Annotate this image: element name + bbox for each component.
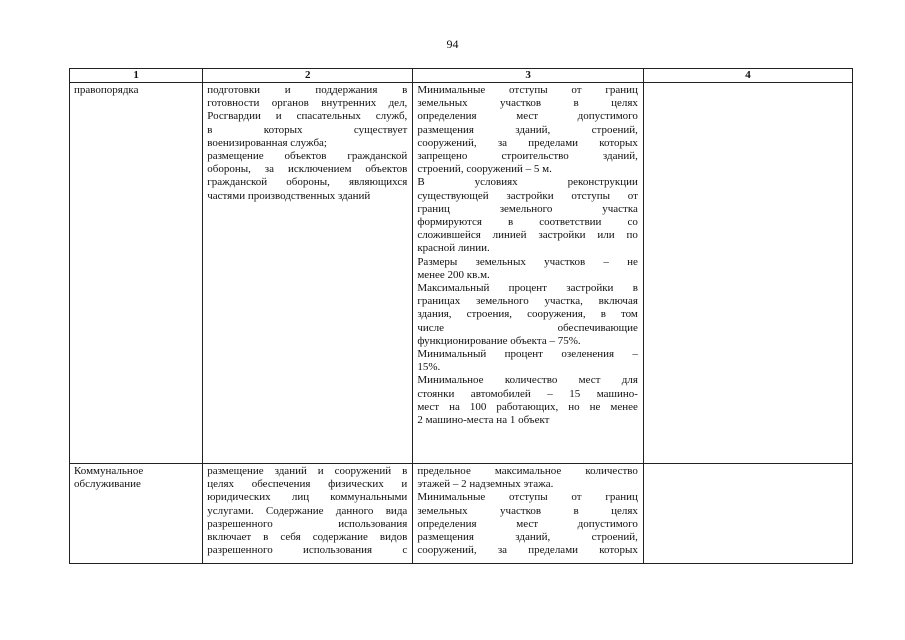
cell-line: границ земельного участка [417,202,638,215]
column-header-3: 3 [413,69,644,83]
cell-line: юридических лиц коммунальными [207,491,408,504]
cell-line: Коммунальное [74,465,144,477]
use-type-cell [70,83,203,464]
page-number: 94 [446,37,459,51]
regulation-table [69,68,853,564]
cell-line: предельное максимальное количество [417,465,638,477]
cell-line: размещения зданий, строений, [417,531,638,544]
cell-line: этажей – 2 надземных этажа. [417,478,554,491]
cell-line: границах земельного участка, включая [417,295,638,308]
cell-line: в которых существует [207,123,408,136]
use-type-cell [70,464,203,564]
cell-line: менее 200 кв.м. [417,268,490,281]
use-description-cell [203,83,413,464]
cell-line: правопорядка [74,84,139,96]
cell-line: целях обеспечения физических и [207,478,408,491]
cell-line: сложившейся линией застройки или по [417,229,638,242]
column-header-1: 1 [70,69,203,83]
cell-line: включает в себя содержание видов [207,531,408,544]
cell-line: определения мест допустимого [417,110,638,123]
cell-line: размещения зданий, строений, [417,123,638,136]
cell-line: сооружений, за пределами которых [417,544,638,557]
cell-line: Минимальные отступы от границ [417,491,638,504]
notes-cell [643,83,852,464]
cell-line: размещение зданий и сооружений в [207,465,408,477]
cell-line: формируются в соответствии со [417,216,638,229]
table-row [70,83,853,464]
cell-line: Минимальное количество мест для [417,374,638,387]
cell-line: 15%. [417,361,441,374]
cell-line: подготовки и поддержания в [207,84,408,96]
cell-line: числе обеспечивающие [417,321,638,334]
cell-line: разрешенного использования с [207,544,408,557]
cell-line: существующей застройки отступы от [417,189,638,202]
notes-cell [643,464,852,564]
cell-line: разрешенного использования [207,517,408,530]
cell-line: Минимальные отступы от границ [417,84,638,96]
parameters-cell [413,83,644,464]
cell-line: стоянки автомобилей – 15 машино- [417,387,638,400]
cell-line: земельных участков в целях [417,504,638,517]
cell-line: размещение объектов гражданской [207,150,408,163]
table-header-row [70,69,853,83]
cell-line: Минимальный процент озеленения – [417,348,638,361]
cell-line: гражданской обороны, являющихся [207,176,408,189]
cell-line: В условиях реконструкции [417,176,638,189]
cell-line: 2 машино-места на 1 объект [417,414,550,427]
cell-line: обороны, за исключением объектов [207,163,408,176]
cell-line: строений, сооружений – 5 м. [417,163,552,176]
cell-line: здания, строения, сооружения, в том [417,308,638,321]
column-header-4: 4 [643,69,852,83]
cell-line: Размеры земельных участков – не [417,255,638,268]
cell-line: частями производственных зданий [207,189,371,202]
cell-line: Максимальный процент застройки в [417,282,638,295]
cell-line: земельных участков в целях [417,97,638,110]
cell-line: готовности органов внутренних дел, [207,97,408,110]
cell-line: красной линии. [417,242,490,255]
column-header-2: 2 [203,69,413,83]
cell-line: функционирование объекта – 75%. [417,334,581,347]
use-description-cell [203,464,413,564]
table-row [70,464,853,564]
cell-line: Росгвардии и спасательных служб, [207,110,408,123]
parameters-cell [413,464,644,564]
cell-line: сооружений, за пределами которых [417,136,638,149]
cell-line: запрещено строительство зданий, [417,150,638,163]
cell-line: военизированная служба; [207,136,327,149]
cell-line: услугами. Содержание данного вида [207,504,408,517]
cell-line: мест на 100 работающих, но не менее [417,400,638,413]
cell-line: определения мест допустимого [417,517,638,530]
cell-line: обслуживание [74,478,141,491]
